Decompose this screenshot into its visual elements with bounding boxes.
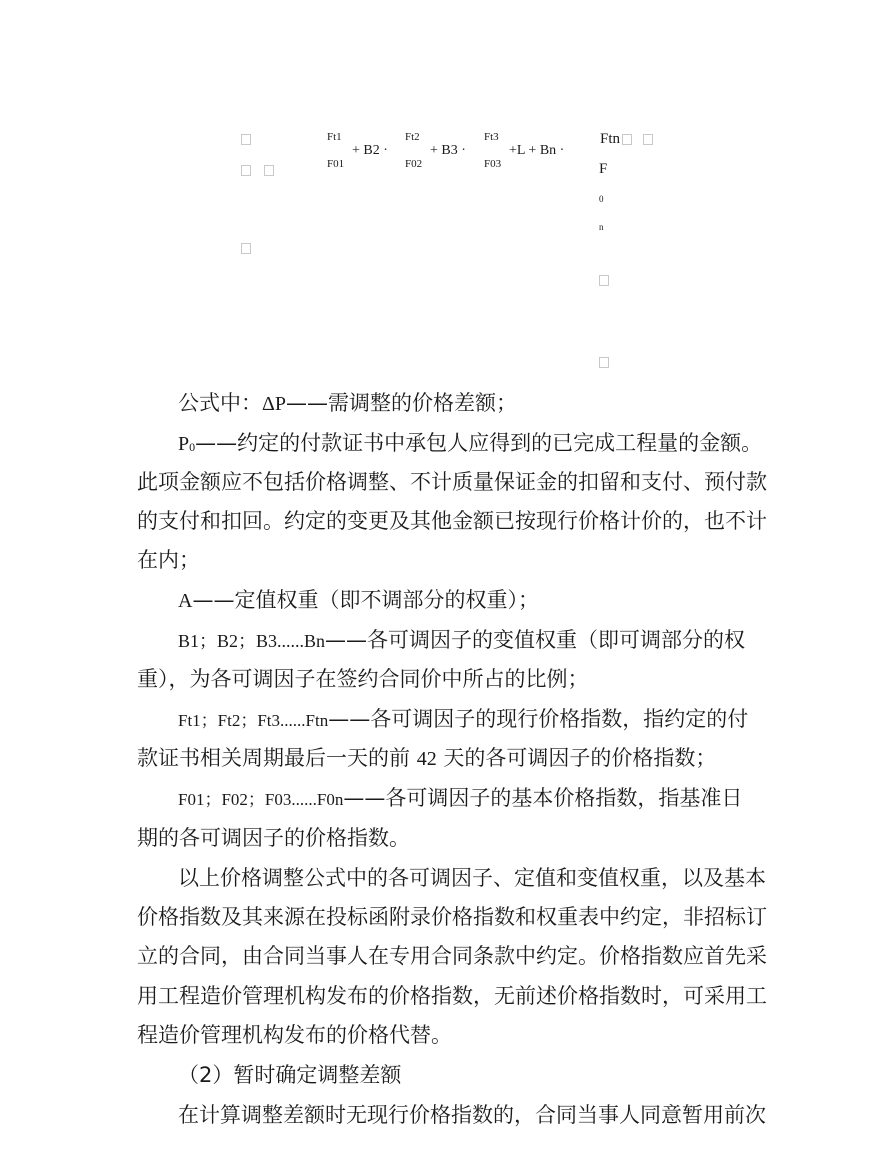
text-line: 期的各可调因子的价格指数。 [137, 826, 410, 850]
formula-f-letter: F [599, 161, 608, 177]
missing-glyph-box [241, 134, 251, 145]
text-line: B1；B2；B3......Bn——各可调因子的变值权重（即可调部分的权 [178, 628, 746, 652]
text-line: 在计算调整差额时无现行价格指数的，合同当事人同意暂用前次 [178, 1103, 766, 1127]
text-line: P0——约定的付款证书中承包人应得到的已完成工程量的金额。 [178, 431, 763, 455]
missing-glyph-box [241, 165, 251, 176]
formula-ft2: Ft2 [405, 131, 420, 143]
text-line: Ft1；Ft2；Ft3......Ftn——各可调因子的现行价格指数，指约定的付 [178, 707, 749, 731]
text-line: 的支付和扣回。约定的变更及其他金额已按现行价格计价的，也不计 [137, 509, 767, 533]
text-line: 以上价格调整公式中的各可调因子、定值和变值权重，以及基本 [178, 866, 766, 890]
text-line: 用工程造价管理机构发布的价格指数，无前述价格指数时，可采用工 [137, 984, 767, 1008]
section-heading: （2）暂时确定调整差额 [178, 1063, 402, 1087]
text-line: 立的合同，由合同当事人在专用合同条款中约定。价格指数应首先采 [137, 944, 767, 968]
text-line: 公式中：ΔP——需调整的价格差额； [178, 391, 517, 415]
missing-glyph-box [264, 165, 274, 176]
formula-ft3: Ft3 [484, 131, 499, 143]
formula-ftn: Ftn [600, 131, 621, 147]
missing-glyph-box [599, 357, 609, 368]
text-line: 程造价管理机构发布的价格代替。 [137, 1023, 452, 1047]
missing-glyph-box [599, 275, 609, 286]
formula-f02: F02 [405, 158, 423, 170]
formula-plus-l-bn: +L + Bn · [509, 143, 565, 158]
missing-glyph-box [241, 243, 251, 254]
formula-plus-b3: + B3 · [430, 143, 466, 158]
formula-sub-n: n [599, 222, 604, 232]
formula-plus-b2: + B2 · [352, 143, 388, 158]
text-line: 此项金额应不包括价格调整、不计质量保证金的扣留和支付、预付款 [137, 470, 767, 494]
formula-f03: F03 [484, 158, 502, 170]
missing-glyph-box [643, 134, 653, 145]
text-line: 在内； [137, 548, 200, 572]
text-line: 价格指数及其来源在投标函附录价格指数和权重表中约定，非招标订 [137, 905, 767, 929]
text-line: 款证书相关周期最后一天的前 42 天的各可调因子的价格指数； [137, 746, 717, 770]
missing-glyph-box [622, 134, 632, 145]
formula-ft1: Ft1 [327, 131, 342, 143]
text-line: F01；F02；F03......F0n——各可调因子的基本价格指数，指基准日 [178, 786, 743, 810]
formula-f01: F01 [327, 158, 345, 170]
formula-sub-zero: 0 [599, 194, 604, 204]
text-line: A——定值权重（即不调部分的权重）； [178, 588, 539, 612]
text-line: 重），为各可调因子在签约合同价中所占的比例； [137, 667, 589, 691]
